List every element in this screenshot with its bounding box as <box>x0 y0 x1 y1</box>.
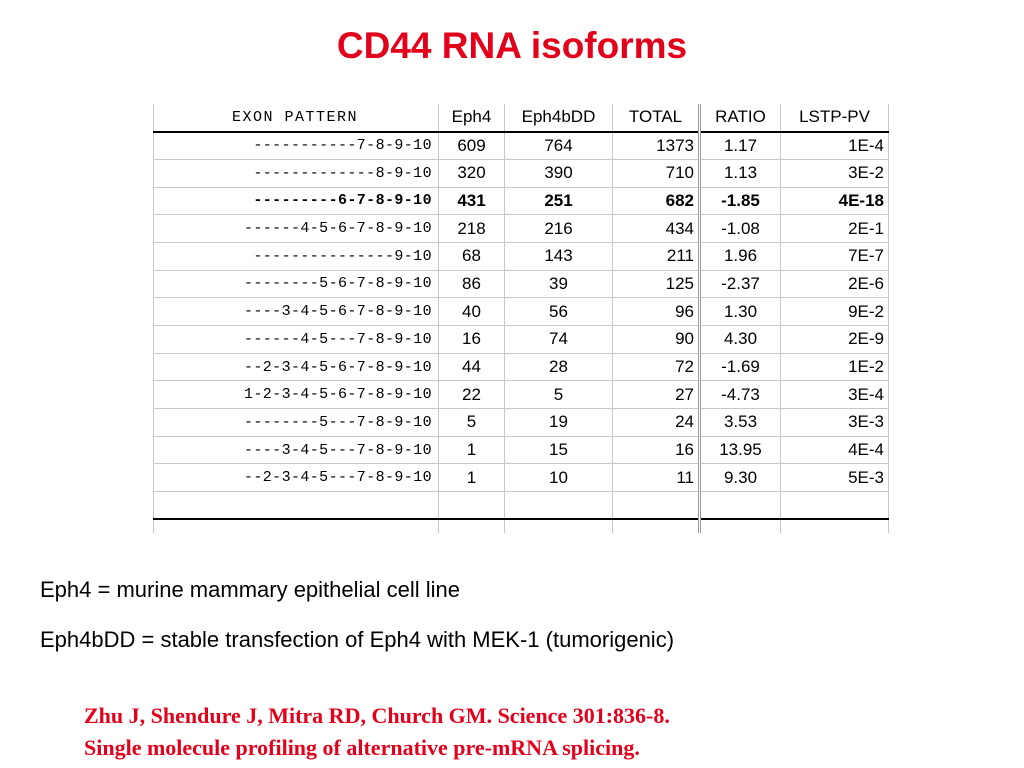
total-cell: 27 <box>613 381 700 409</box>
empty-cell <box>781 492 889 519</box>
citation-title: Single molecule profiling of alternative pre-mRNA splicing. <box>84 735 640 760</box>
table-row <box>154 270 889 298</box>
exon-pattern-cell: ---------------9-10 <box>154 242 439 270</box>
eph4bdd-cell: 5 <box>505 381 613 409</box>
ratio-cell: -2.37 <box>700 270 781 298</box>
table-row <box>154 159 889 187</box>
ratio-cell: 1.13 <box>700 159 781 187</box>
lstp-pv-cell: 3E-2 <box>781 159 889 187</box>
slide-title: CD44 RNA isoforms <box>336 25 688 66</box>
eph4-cell: 86 <box>439 270 505 298</box>
empty-cell <box>439 492 505 519</box>
table-row <box>154 132 889 160</box>
ratio-cell: 1.17 <box>700 132 781 160</box>
table-row <box>154 326 889 354</box>
header-exon-pattern: EXON PATTERN <box>154 104 439 132</box>
ratio-cell: 9.30 <box>700 464 781 492</box>
exon-pattern-cell: ------4-5---7-8-9-10 <box>154 326 439 354</box>
eph4-cell: 40 <box>439 298 505 326</box>
table-row <box>154 298 889 326</box>
eph4-cell: 5 <box>439 409 505 437</box>
table-row <box>154 353 889 381</box>
citation-authors: Zhu J, Shendure J, Mitra RD, Church GM. Science 301:836-8. <box>84 703 670 728</box>
eph4-cell: 609 <box>439 132 505 160</box>
total-cell: 434 <box>613 215 700 243</box>
exon-pattern-cell: --2-3-4-5---7-8-9-10 <box>154 464 439 492</box>
ratio-cell: 1.96 <box>700 242 781 270</box>
eph4-cell: 1 <box>439 464 505 492</box>
ratio-cell: -4.73 <box>700 381 781 409</box>
total-cell: 11 <box>613 464 700 492</box>
exon-pattern-cell: --------5---7-8-9-10 <box>154 409 439 437</box>
empty-cell <box>700 492 781 519</box>
lstp-pv-cell: 1E-4 <box>781 132 889 160</box>
eph4bdd-cell: 19 <box>505 409 613 437</box>
empty-cell <box>781 519 889 533</box>
total-cell: 1373 <box>613 132 700 160</box>
eph4-cell: 44 <box>439 353 505 381</box>
empty-cell <box>154 519 439 533</box>
empty-cell <box>505 492 613 519</box>
total-cell: 211 <box>613 242 700 270</box>
eph4bdd-cell: 10 <box>505 464 613 492</box>
total-cell: 682 <box>613 187 700 215</box>
exon-pattern-cell: -----------7-8-9-10 <box>154 132 439 160</box>
total-cell: 125 <box>613 270 700 298</box>
notes <box>40 574 674 656</box>
eph4-cell: 431 <box>439 187 505 215</box>
eph4bdd-cell: 390 <box>505 159 613 187</box>
eph4bdd-cell: 251 <box>505 187 613 215</box>
eph4-cell: 68 <box>439 242 505 270</box>
exon-pattern-cell: ------4-5-6-7-8-9-10 <box>154 215 439 243</box>
eph4bdd-cell: 764 <box>505 132 613 160</box>
exon-pattern-cell: ---------6-7-8-9-10 <box>154 187 439 215</box>
lstp-pv-cell: 9E-2 <box>781 298 889 326</box>
ratio-cell: 4.30 <box>700 326 781 354</box>
lstp-pv-cell: 2E-6 <box>781 270 889 298</box>
table-row <box>154 215 889 243</box>
eph4bdd-cell: 39 <box>505 270 613 298</box>
lstp-pv-cell: 4E-18 <box>781 187 889 215</box>
total-cell: 96 <box>613 298 700 326</box>
header-total: TOTAL <box>613 104 700 132</box>
eph4bdd-cell: 56 <box>505 298 613 326</box>
table-tail-row <box>154 519 889 533</box>
table-row <box>154 187 889 215</box>
header-lstp-pv: LSTP-PV <box>781 104 889 132</box>
empty-cell <box>439 519 505 533</box>
lstp-pv-cell: 3E-3 <box>781 409 889 437</box>
exon-pattern-cell: ----3-4-5---7-8-9-10 <box>154 436 439 464</box>
eph4bdd-cell: 15 <box>505 436 613 464</box>
eph4bdd-cell: 28 <box>505 353 613 381</box>
eph4-cell: 1 <box>439 436 505 464</box>
lstp-pv-cell: 2E-1 <box>781 215 889 243</box>
lstp-pv-cell: 7E-7 <box>781 242 889 270</box>
eph4-cell: 16 <box>439 326 505 354</box>
isoform-table <box>153 104 889 533</box>
ratio-cell: 3.53 <box>700 409 781 437</box>
total-cell: 710 <box>613 159 700 187</box>
eph4-cell: 320 <box>439 159 505 187</box>
eph4bdd-cell: 216 <box>505 215 613 243</box>
header-ratio: RATIO <box>700 104 781 132</box>
empty-row <box>154 492 889 519</box>
total-cell: 90 <box>613 326 700 354</box>
eph4-cell: 218 <box>439 215 505 243</box>
total-cell: 72 <box>613 353 700 381</box>
ratio-cell: -1.08 <box>700 215 781 243</box>
ratio-cell: -1.85 <box>700 187 781 215</box>
eph4bdd-cell: 143 <box>505 242 613 270</box>
table-row <box>154 242 889 270</box>
exon-pattern-cell: --------5-6-7-8-9-10 <box>154 270 439 298</box>
eph4bdd-cell: 74 <box>505 326 613 354</box>
empty-cell <box>700 519 781 533</box>
exon-pattern-cell: -------------8-9-10 <box>154 159 439 187</box>
empty-cell <box>613 492 700 519</box>
eph4-cell: 22 <box>439 381 505 409</box>
lstp-pv-cell: 2E-9 <box>781 326 889 354</box>
total-cell: 24 <box>613 409 700 437</box>
lstp-pv-cell: 4E-4 <box>781 436 889 464</box>
ratio-cell: 1.30 <box>700 298 781 326</box>
lstp-pv-cell: 5E-3 <box>781 464 889 492</box>
exon-pattern-cell: 1-2-3-4-5-6-7-8-9-10 <box>154 381 439 409</box>
header-eph4: Eph4 <box>439 104 505 132</box>
empty-cell <box>154 492 439 519</box>
exon-pattern-cell: ----3-4-5-6-7-8-9-10 <box>154 298 439 326</box>
table-row <box>154 436 889 464</box>
ratio-cell: -1.69 <box>700 353 781 381</box>
table-row <box>154 409 889 437</box>
citation <box>84 700 670 764</box>
lstp-pv-cell: 1E-2 <box>781 353 889 381</box>
empty-cell <box>613 519 700 533</box>
table-body <box>154 132 889 533</box>
total-cell: 16 <box>613 436 700 464</box>
table-row <box>154 464 889 492</box>
header-eph4bdd: Eph4bDD <box>505 104 613 132</box>
exon-pattern-cell: --2-3-4-5-6-7-8-9-10 <box>154 353 439 381</box>
note-eph4: Eph4 = murine mammary epithelial cell line <box>40 577 461 602</box>
empty-cell <box>505 519 613 533</box>
lstp-pv-cell: 3E-4 <box>781 381 889 409</box>
note-eph4bdd: Eph4bDD = stable transfection of Eph4 with MEK-1 (tumorigenic) <box>40 627 675 652</box>
table-header-row <box>154 104 889 132</box>
ratio-cell: 13.95 <box>700 436 781 464</box>
table-row <box>154 381 889 409</box>
